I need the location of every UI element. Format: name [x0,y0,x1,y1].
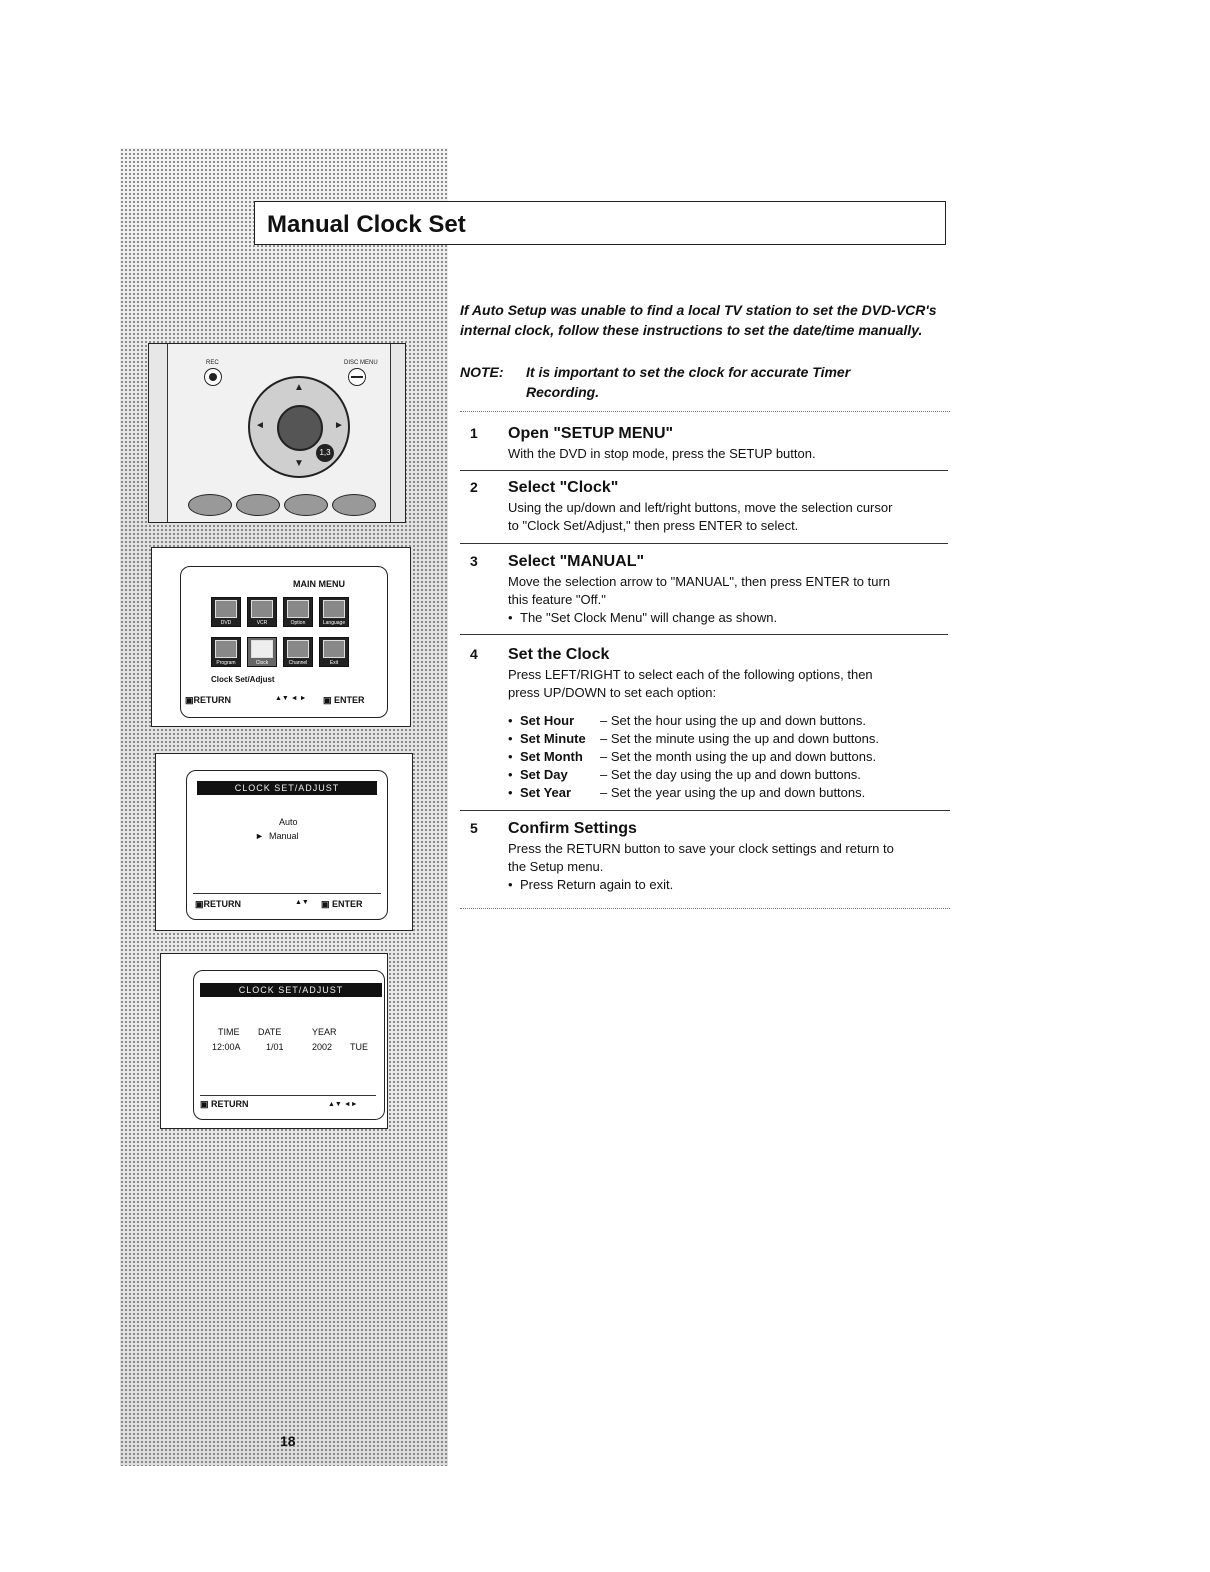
exit-tile-icon: Exit [319,637,349,667]
step-number: 2 [470,479,478,495]
clock-menu-header: CLOCK SET/ADJUST [197,781,377,795]
day-value: TUE [350,1042,368,1052]
step-heading: Select "MANUAL" [508,553,645,570]
step-text: Move the selection arrow to "MANUAL", then press ENTER to turn this feature "Off." • The "Set Clock Menu" will change as shown. [508,573,952,627]
nav-arrows-hint: ▲▼ ◄ ► [275,695,307,702]
note-text: Recording. [526,384,600,400]
step-text: Using the up/down and left/right buttons, move the selection cursor to "Clock Set/Adjust," then press ENTER to select. [508,500,893,533]
disc-menu-button-icon [348,368,366,386]
page-title: Manual Clock Set [267,211,466,238]
main-menu-title: MAIN MENU [293,579,345,589]
list-item: • Press Return again to exit. [508,877,674,892]
step-heading: Open "SETUP MENU" [508,425,674,442]
page-number: 18 [280,1433,296,1449]
step-number: 1 [470,425,478,441]
clock-menu-panel [155,753,413,931]
step-number: 5 [470,820,478,836]
return-hint: ▣RETURN [195,899,242,909]
step-number: 3 [470,553,478,569]
intro-text: If Auto Setup was unable to find a local TV station to set the DVD-VCR's internal clock, follow these instructions to set the date/time manually. [460,302,937,338]
divider [193,893,381,894]
note [460,362,950,402]
selected-item-label: Clock Set/Adjust [211,675,275,684]
remote-body [167,344,391,522]
step-divider [460,634,948,635]
main-menu-screen [180,566,388,718]
list-item: • Set Month – Set the month using the up and down buttons. [508,749,877,764]
title-box [254,201,946,245]
step-3 [470,553,950,633]
step-2 [470,479,950,541]
channel-tile-icon: Channel [283,637,313,667]
list-item: • Set Hour – Set the hour using the up and down buttons. [508,713,866,728]
dpad-icon [248,376,350,478]
step-text: Press the RETURN button to save your clock settings and return to the Setup menu. • Press Return again to exit. [508,840,956,894]
arrow-right-icon: ► [334,420,344,431]
divider [200,1095,376,1096]
remote-button-icon [188,494,232,516]
selection-arrow-icon: ► [255,831,264,841]
note-label: NOTE: [460,364,504,380]
step-text: Press LEFT/RIGHT to select each of the following options, then press UP/DOWN to set each option: • Set Hour – Set the hour using the up and down buttons. • Set Minute – Set the minute using the up and down buttons. • Set Month – Set the month using the up and down buttons. • Set Day – Set the day using the up and down buttons. • Set Year – Set the year using the up and down buttons. [508,666,952,802]
program-tile-icon: Program [211,637,241,667]
year-value: 2002 [312,1042,333,1052]
option-auto: Auto [279,817,298,827]
enter-hint: ▣ ENTER [323,695,365,705]
year-column-label: YEAR [312,1027,337,1037]
language-tile-icon: Language [319,597,349,627]
note-text: It is important to set the clock for accurate Timer [526,364,851,380]
date-value: 1/01 [266,1042,284,1052]
arrow-up-icon: ▲ [294,382,304,393]
time-column-label: TIME [218,1027,240,1037]
step-heading: Set the Clock [508,646,610,663]
date-column-label: DATE [258,1027,282,1037]
option-manual: Manual [269,831,299,841]
step-number: 4 [470,646,478,662]
vcr-tile-icon: VCR [247,597,277,627]
list-item: • Set Minute – Set the minute using the up and down buttons. [508,731,879,746]
disc-menu-label: DISC MENU [344,360,378,366]
step-divider [460,470,948,471]
remote-button-icon [284,494,328,516]
step-4 [470,646,950,806]
step-badge: 1,3 [316,444,334,462]
nav-arrows-hint: ▲▼ ◄► [328,1101,358,1108]
return-hint: ▣ RETURN [200,1099,249,1109]
step-divider [460,810,950,811]
return-hint: ▣RETURN [185,695,232,705]
main-menu-panel [151,547,411,727]
clock-set-screen [193,970,385,1120]
clock-tile-icon: Clock [247,637,277,667]
rec-button-icon [204,368,222,386]
option-tile-icon: Option [283,597,313,627]
rec-label: REC [206,360,219,366]
nav-arrows-hint: ▲▼ [295,899,309,906]
list-item: • Set Year – Set the year using the up and down buttons. [508,785,866,800]
remote-button-icon [236,494,280,516]
step-1 [470,425,950,473]
step-text: With the DVD in stop mode, press the SETUP button. [508,446,816,461]
step-5 [470,820,950,902]
remote-button-icon [332,494,376,516]
clock-set-header: CLOCK SET/ADJUST [200,983,382,997]
section-divider [460,411,950,412]
arrow-left-icon: ◄ [255,420,265,431]
list-item: • Set Day – Set the day using the up and down buttons. [508,767,861,782]
enter-button-icon [277,405,323,451]
arrow-down-icon: ▼ [294,458,304,469]
section-divider [460,908,950,909]
list-item: • The "Set Clock Menu" will change as shown. [508,610,778,625]
remote-illustration [148,343,406,523]
step-heading: Select "Clock" [508,479,619,496]
clock-set-panel [160,953,388,1129]
time-value: 12:00A [212,1042,241,1052]
step-divider [460,543,948,544]
step-heading: Confirm Settings [508,820,637,837]
clock-menu-screen [186,770,388,920]
dvd-tile-icon: DVD [211,597,241,627]
enter-hint: ▣ ENTER [321,899,363,909]
